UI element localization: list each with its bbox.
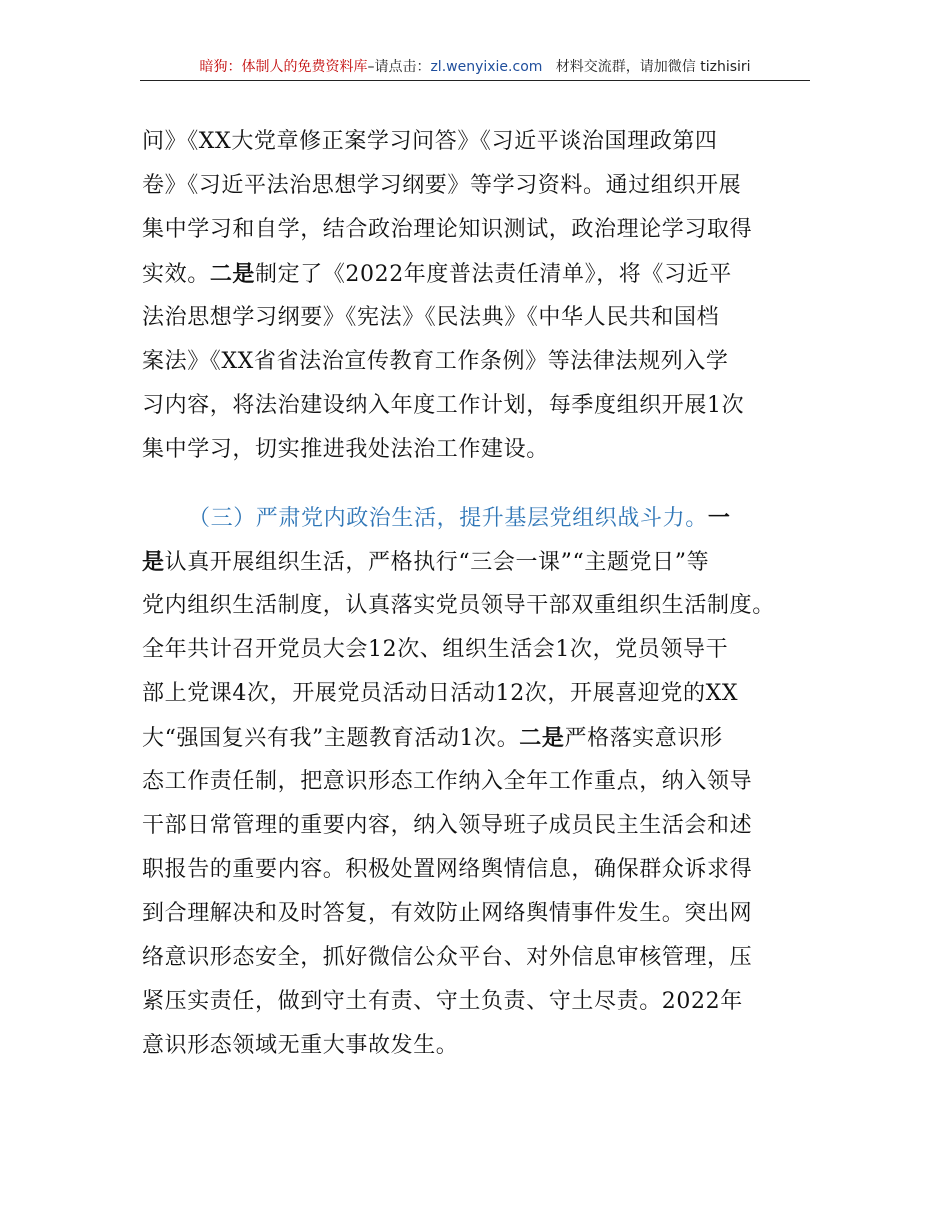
text-line: 集中学习和自学，结合政治理论知识测试，政治理论学习取得 — [142, 217, 753, 242]
text-span: 实效。 — [142, 262, 210, 287]
contact-info: 材料交流群，请加微信 tizhisiri — [555, 59, 751, 75]
text-line: 职报告的重要内容。积极处置网络舆情信息，确保群众诉求得 — [142, 857, 753, 882]
text-line: 态工作责任制，把意识形态工作纳入全年工作重点，纳入领导 — [142, 769, 753, 794]
text-line — [142, 540, 822, 584]
paragraph-1 — [142, 120, 822, 472]
text-line: 习内容，将法治建设纳入年度工作计划，每季度组织开展1次 — [142, 393, 745, 418]
bold-marker: 一 — [707, 505, 731, 531]
text-span: 制定了《2022年度普法责任清单》，将《习近平 — [255, 262, 732, 287]
text-line: 到合理解决和及时答复，有效防止网络舆情事件发生。突出网 — [142, 901, 753, 926]
text-line — [142, 716, 822, 760]
text-line: 案法》《XX省省法治宣传教育工作条例》等法律法规列入学 — [142, 349, 729, 374]
text-line: 紧压实责任，做到守土有责、守土负责、守土尽责。2022年 — [142, 989, 743, 1014]
text-line: 全年共计召开党员大会12次、组织生活会1次，党员领导干 — [142, 637, 729, 662]
text-span: 认真开展组织生活，严格执行“三会一课”“主题党日”等 — [164, 550, 710, 575]
text-span: 严格落实意识形 — [564, 726, 723, 751]
text-line: 络意识形态安全，抓好微信公众平台、对外信息审核管理，压 — [142, 945, 753, 970]
text-line: 干部日常管理的重要内容，纳入领导班子成员民主生活会和述 — [142, 813, 753, 838]
text-line: 部上党课4次，开展党员活动日活动12次，开展喜迎党的XX — [142, 681, 739, 706]
site-url-link[interactable]: zl.wenyixie.com — [430, 59, 543, 75]
text-span: 大“强国复兴有我”主题教育活动1次。 — [142, 726, 520, 751]
paragraph-gap — [142, 472, 822, 496]
bold-marker: 二是 — [519, 725, 565, 751]
text-line: 集中学习，切实推进我处法治工作建设。 — [142, 437, 549, 462]
section-heading: （三）严肃党内政治生活，提升基层党组织战斗力。 — [188, 506, 708, 531]
page-header — [140, 56, 810, 81]
click-prompt: –请点击： — [367, 59, 431, 75]
bold-marker: 是 — [142, 549, 165, 575]
document-body — [142, 120, 822, 1068]
text-line: 党内组织生活制度，认真落实党员领导干部双重组织生活制度。 — [142, 593, 775, 618]
paragraph-2 — [142, 496, 822, 1068]
text-line — [142, 496, 822, 540]
text-line: 意识形态领域无重大事故发生。 — [142, 1033, 459, 1058]
text-line: 法治思想学习纲要》《宪法》《民法典》《中华人民共和国档 — [142, 305, 720, 330]
bold-marker: 二是 — [209, 261, 256, 287]
text-line: 卷》《习近平法治思想学习纲要》等学习资料。通过组织开展 — [142, 173, 742, 198]
text-line: 问》《XX大党章修正案学习问答》《习近平谈治国理政第四 — [142, 129, 718, 154]
site-name: 暗狗：体制人的免费资料库 — [199, 59, 368, 75]
text-line — [142, 252, 822, 296]
